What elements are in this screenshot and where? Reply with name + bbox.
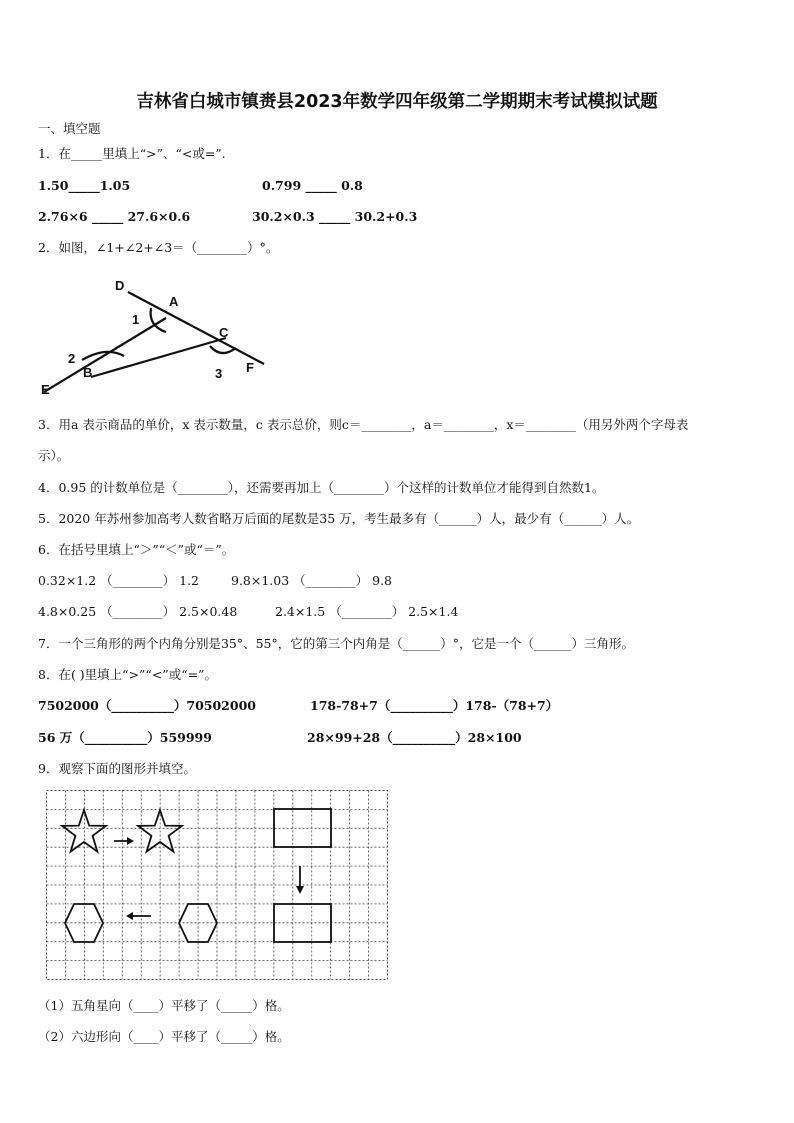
- q3-line2: 示）。: [38, 448, 70, 463]
- label-b: B: [83, 365, 93, 380]
- q8-c: 56 万（__________）559999: [38, 730, 212, 745]
- q1-d: 30.2×0.3 _____ 30.2+0.3: [252, 209, 418, 224]
- q1-c: 2.76×6 _____ 27.6×0.6: [38, 209, 191, 224]
- translation-grid-figure: [46, 790, 389, 981]
- q9-sub2: （2）六边形向（____）平移了（_____）格。: [38, 1029, 290, 1044]
- page-title: 吉林省白城市镇赉县2023年数学四年级第二学期期末考试模拟试题: [136, 92, 658, 112]
- q1-b: 0.799 _____ 0.8: [262, 178, 363, 193]
- q8-d: 28×99+28（__________）28×100: [307, 730, 522, 745]
- line-eba: [44, 318, 166, 392]
- q9-stem: 9．观察下面的图形并填空。: [38, 761, 196, 776]
- label-3: 3: [215, 366, 223, 381]
- label-a: A: [169, 294, 179, 309]
- label-d: D: [115, 278, 125, 293]
- label-e: E: [41, 382, 50, 397]
- q8-a: 7502000（__________）70502000: [38, 698, 256, 713]
- q5: 5．2020 年苏州参加高考人数省略万后面的尾数是35 万，考生最多有（______）人，最少有（______）人。: [38, 511, 640, 526]
- section-heading: 一、填空题: [38, 121, 101, 136]
- arrow-down-icon: [296, 886, 304, 894]
- label-f: F: [246, 360, 254, 375]
- label-1: 1: [132, 312, 140, 327]
- q2-stem: 2．如图，∠1+∠2+∠3＝（________）°。: [38, 240, 279, 255]
- q1-a: 1.50_____1.05: [38, 178, 131, 193]
- arrow-right-icon: [127, 837, 134, 845]
- q6-b: 9.8×1.03 （________） 9.8: [231, 573, 393, 588]
- q3-line1: 3．用a 表示商品的单价，x 表示数量，c 表示总价，则c＝________，a＝________，x＝________（用另外两个字母表: [38, 417, 689, 432]
- q8-stem: 8．在( )里填上“>”“<”或“=”。: [38, 667, 217, 682]
- q4: 4．0.95 的计数单位是（________），还需要再加上（________）个这样的计数单位才能得到自然数1。: [38, 480, 605, 495]
- q6-d: 2.4×1.5 （________） 2.5×1.4: [275, 604, 459, 619]
- q6-a: 0.32×1.2 （________） 1.2: [38, 573, 200, 588]
- q8-b: 178-78+7（__________）178-（78+7）: [310, 698, 559, 713]
- line-bc: [91, 338, 226, 377]
- q7: 7．一个三角形的两个内角分别是35°、55°，它的第三个内角是（______）°，它是一个（______）三角形。: [38, 636, 635, 651]
- angle-figure: [36, 274, 276, 404]
- q9-sub1: （1）五角星向（____）平移了（_____）格。: [38, 998, 290, 1013]
- arrow-left-icon: [126, 912, 133, 920]
- label-c: C: [219, 325, 229, 340]
- q6-c: 4.8×0.25 （________） 2.5×0.48: [38, 604, 238, 619]
- label-2: 2: [68, 351, 76, 366]
- q1-stem: 1．在_____里填上“>”、“<或=”.: [38, 146, 226, 161]
- q6-stem: 6．在括号里填上“＞”“＜”或“＝”。: [38, 542, 235, 557]
